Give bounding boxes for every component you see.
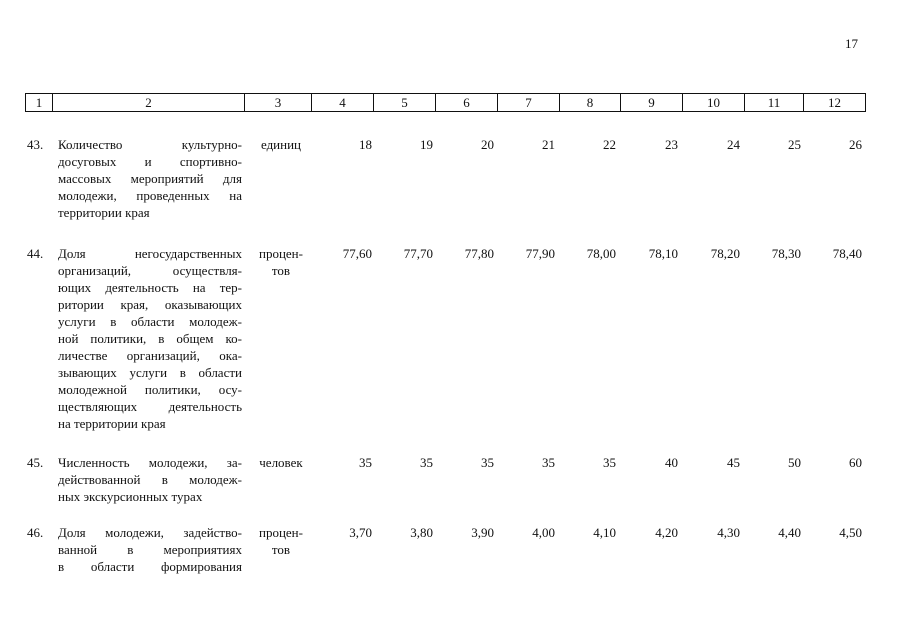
value-cell: 21 [542, 137, 555, 152]
value-cell: 4,30 [717, 525, 740, 540]
value-cell: 26 [849, 137, 862, 152]
value-cell: 78,30 [771, 246, 801, 261]
value-cell: 3,80 [410, 525, 433, 540]
header-col-1: 1 [26, 94, 53, 112]
indicator-name-line: молодежной политики, осу- [58, 382, 242, 397]
value-cell: 40 [665, 455, 678, 470]
unit-line: тов [271, 542, 291, 557]
value-cell: 4,00 [532, 525, 555, 540]
indicator-name [58, 454, 242, 505]
header-col-2: 2 [53, 94, 245, 112]
value-cell: 35 [420, 455, 433, 470]
value-cell: 78,10 [648, 246, 678, 261]
value-cell: 35 [359, 455, 372, 470]
value-cell: 35 [481, 455, 494, 470]
value-cell: 25 [788, 137, 801, 152]
header-col-9: 9 [621, 94, 683, 112]
header-col-11: 11 [745, 94, 804, 112]
indicator-name-line: ных экскурсионных турах [58, 489, 203, 504]
indicator-name-line: территории края [58, 205, 150, 220]
indicator-name-line: Доля молодежи, задейство- [58, 525, 242, 540]
indicator-name [58, 136, 242, 221]
indicator-name-line: ной политики, в общем ко- [58, 331, 242, 346]
value-cell: 4,20 [655, 525, 678, 540]
row-number: 44. [27, 246, 44, 261]
value-cell: 45 [727, 455, 740, 470]
value-cell: 4,50 [839, 525, 862, 540]
value-cell: 77,80 [464, 246, 494, 261]
value-cell: 60 [849, 455, 862, 470]
value-cell: 35 [542, 455, 555, 470]
page-number: 17 [845, 36, 858, 51]
header-col-4: 4 [312, 94, 374, 112]
indicator-name-line: зывающих услуги в области [58, 365, 242, 380]
indicator-name-line: Количество культурно- [58, 137, 242, 152]
value-cell: 3,90 [471, 525, 494, 540]
indicator-name-line: досуговых и спортивно- [58, 154, 242, 169]
value-cell: 77,70 [403, 246, 433, 261]
value-cell: 78,00 [586, 246, 616, 261]
value-cell: 77,90 [525, 246, 555, 261]
indicator-name-line: услуги в области молодеж- [58, 314, 242, 329]
unit [252, 524, 310, 558]
indicator-name-line: организаций, осуществля- [58, 263, 242, 278]
indicator-name-line: Численность молодежи, за- [58, 455, 242, 470]
indicator-name-line: личестве организаций, ока- [58, 348, 242, 363]
value-cell: 50 [788, 455, 801, 470]
unit-line: единиц [260, 137, 302, 152]
indicator-name-line: массовых мероприятий для [58, 171, 242, 186]
indicator-name-line: ществляющих деятельность [58, 399, 242, 414]
header-col-7: 7 [498, 94, 560, 112]
indicator-name-line: Доля негосударственных [58, 246, 242, 261]
row-number: 45. [27, 455, 44, 470]
indicator-name-line: ритории края, оказывающих [58, 297, 242, 312]
header-col-12: 12 [804, 94, 866, 112]
unit [252, 136, 310, 153]
indicator-name [58, 245, 242, 432]
header-col-3: 3 [245, 94, 312, 112]
header-col-5: 5 [374, 94, 436, 112]
indicator-name-line: действованной в молодеж- [58, 472, 242, 487]
indicator-name-line: ванной в мероприятиях [58, 542, 242, 557]
unit-line: тов [271, 263, 291, 278]
value-cell: 77,60 [342, 246, 372, 261]
value-cell: 23 [665, 137, 678, 152]
value-cell: 4,10 [593, 525, 616, 540]
indicator-name-line: ющих деятельность на тер- [58, 280, 242, 295]
indicator-name [58, 524, 242, 575]
indicator-name-line: на территории края [58, 416, 166, 431]
unit [252, 245, 310, 279]
header-col-6: 6 [436, 94, 498, 112]
row-number: 43. [27, 137, 44, 152]
indicator-name-line: в области формирования [58, 559, 242, 574]
header-col-10: 10 [683, 94, 745, 112]
unit-line: процен- [259, 525, 303, 540]
unit-line: процен- [259, 246, 303, 261]
value-cell: 35 [603, 455, 616, 470]
value-cell: 24 [727, 137, 740, 152]
unit [252, 454, 310, 471]
unit-line: человек [259, 455, 303, 470]
value-cell: 3,70 [349, 525, 372, 540]
value-cell: 22 [603, 137, 616, 152]
value-cell: 20 [481, 137, 494, 152]
header-col-8: 8 [560, 94, 621, 112]
value-cell: 18 [359, 137, 372, 152]
value-cell: 19 [420, 137, 433, 152]
value-cell: 78,40 [832, 246, 862, 261]
column-number-header [25, 93, 866, 112]
indicator-name-line: молодежи, проведенных на [58, 188, 242, 203]
value-cell: 78,20 [710, 246, 740, 261]
row-number: 46. [27, 525, 44, 540]
value-cell: 4,40 [778, 525, 801, 540]
